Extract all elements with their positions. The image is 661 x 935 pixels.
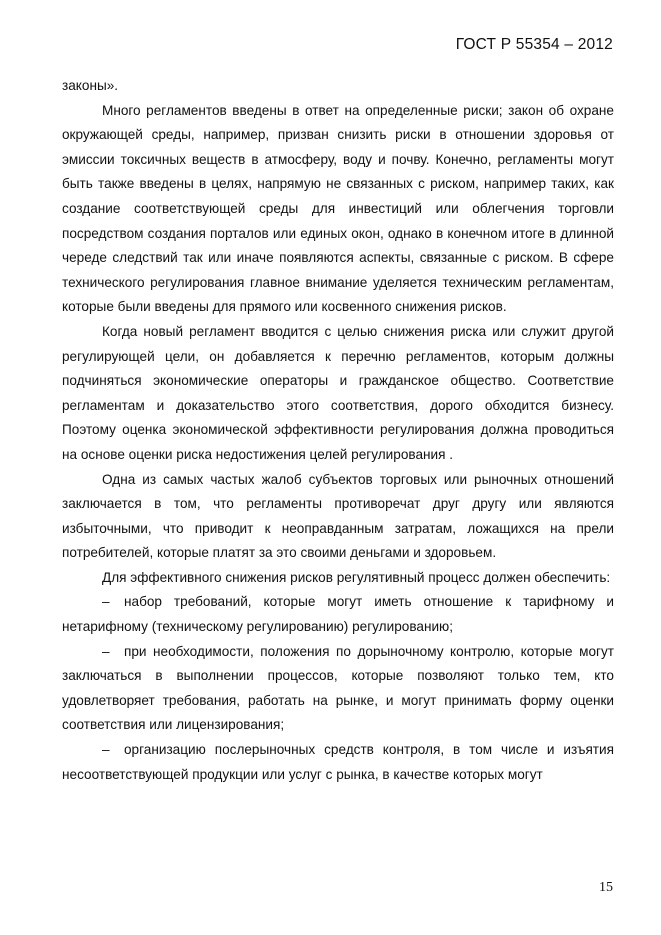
paragraph: Для эффективного снижения рисков регулятивный процесс должен обеспечить:: [102, 569, 611, 585]
page-number: 15: [599, 880, 613, 895]
paragraph: Когда новый регламент вводится с целью снижения риска или служит другой регулирующей цели, он добавляется к перечню регламентов, которым должны подчиняться экономические операторы и гражданское общество. Соответствие регламентам и доказательство этого соответствия, дорого обходится бизнесу. Поэтому оценка экономической эффективности регулирования должна проводиться на основе оценки риска недостижения целей регулирования .: [62, 323, 614, 462]
list-item: [62, 590, 614, 639]
list-item: [62, 738, 614, 787]
document-header: ГОСТ Р 55354 – 2012: [455, 36, 613, 53]
list-dash: –: [102, 643, 110, 659]
list-dash: –: [102, 742, 110, 758]
paragraph-continuation: законы».: [62, 78, 119, 93]
paragraph: Много регламентов введены в ответ на определенные риски; закон об охране окружающей среды, например, призван снизить риски в отношении здоровья от эмиссии токсичных веществ в атмосферу, воду и почву. Конечно, регламенты могут быть также введены в целях, напрямую не связанных с риском, например таких, как создание соответствующей среды для инвестиций или облегчения торговли посредством создания порталов или единых окон, однако в конечном итоге в длинной череде следствий так или иначе появляются аспекты, связанные с риском. В сфере технического регулирования главное внимание уделяется техническим регламентам, которые были введены для прямого или косвенного снижения рисков.: [62, 102, 614, 315]
list-dash: –: [102, 594, 110, 610]
list-item: [62, 640, 614, 738]
paragraph: Одна из самых частых жалоб субъектов торговых или рыночных отношений заключается в том, что регламенты противоречат друг другу или являются избыточными, что приводит к неоправданным затратам, ложащихся на прели потребителей, которые платят за это своими деньгами и здоровьем.: [62, 471, 614, 561]
document-body: [62, 74, 614, 787]
list-item-text: организацию послерыночных средств контроля, в том числе и изъятия несоответствующей продукции или услуг с рынка, в качестве которых могут: [62, 742, 614, 782]
list-item-text: при необходимости, положения по дорыночному контролю, которые могут заключаться в выполнении процессов, которые позволяют только тем, кто удовлетворяет требования, работать на рынке, и могут принимать форму оценки соответствия или лицензирования;: [62, 643, 614, 733]
list-item-text: набор требований, которые могут иметь отношение к тарифному и нетарифному (техническому регулированию) регулированию;: [62, 594, 614, 635]
